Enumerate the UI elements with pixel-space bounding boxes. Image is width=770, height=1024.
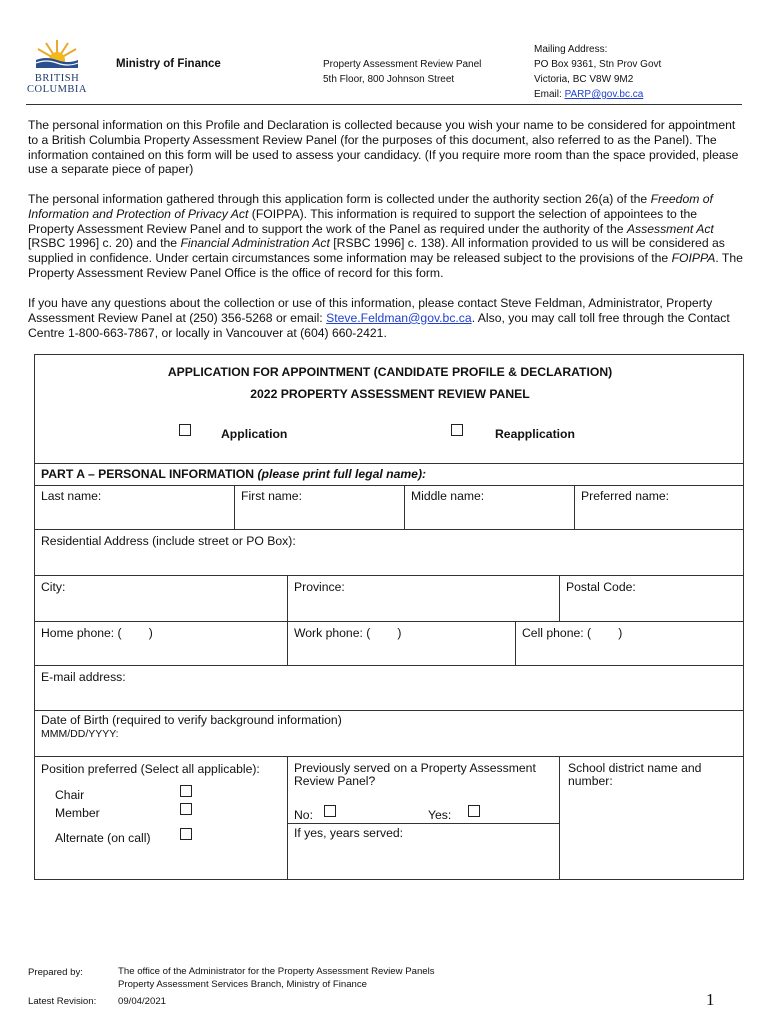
cell-phone-field[interactable] [516, 622, 743, 666]
foippa-abbr: FOIPPA [671, 251, 716, 266]
financial-act-title: Financial Administration Act [180, 236, 330, 251]
mailing-address [534, 42, 661, 102]
email-line [534, 87, 661, 102]
residential-label: Residential Address (include street or PO Box): [41, 534, 296, 548]
province-label: Province: [294, 580, 345, 594]
city-field[interactable] [35, 576, 288, 622]
previously-label: Previously served on a Property Assessment Review Panel? [294, 761, 536, 788]
form-title: APPLICATION FOR APPOINTMENT (CANDIDATE PROFILE & DECLARATION) [167, 365, 613, 379]
mailing-line1: PO Box 9361, Stn Prov Govt [534, 59, 662, 70]
p2-text-i: . The Property Assessment Review Panel Office is the office of record for this form. [28, 251, 743, 280]
email-address-field[interactable] [35, 666, 743, 711]
panel-info [323, 57, 481, 87]
preferred-name-label: Preferred name: [581, 489, 670, 503]
member-label: Member [55, 806, 100, 820]
sun-logo-icon [26, 38, 88, 68]
last-name-label: Last name: [41, 489, 102, 503]
prepared-by-text [118, 965, 435, 991]
mailing-line2: Victoria, BC V8W 9M2 [534, 74, 634, 85]
logo-text-2: COLUMBIA [26, 84, 87, 95]
years-divider [288, 823, 559, 824]
application-checkbox[interactable] [179, 424, 191, 436]
ministry-name: Ministry of Finance [116, 58, 221, 70]
p3-text-a: If you have any questions about the collection or use of this information, please contact Steve Feldman, Administrator, Property Assessment Review Panel at (250) 356-5268 or email: [28, 296, 713, 325]
page-number: 1 [706, 990, 715, 1009]
preferred-name-field[interactable] [575, 486, 743, 530]
city-label: City: [41, 580, 66, 594]
years-served-label[interactable]: If yes, years served: [294, 826, 404, 840]
last-name-field[interactable] [35, 486, 235, 530]
part-a-title: PART A – PERSONAL INFORMATION [41, 467, 258, 481]
dob-label: Date of Birth (required to verify background information) [41, 713, 342, 727]
cell-phone-label: Cell phone: ( ) [522, 626, 623, 640]
feldman-email-link[interactable]: Steve.Feldman@gov.bc.ca [326, 310, 472, 325]
yes-label: Yes: [428, 808, 452, 822]
header-divider [26, 104, 742, 105]
reapplication-label: Reapplication [495, 427, 575, 441]
position-section [35, 757, 288, 879]
prepared-by-label: Prepared by: [28, 967, 83, 978]
middle-name-field[interactable] [405, 486, 575, 530]
date-of-birth-field[interactable] [35, 711, 743, 757]
first-name-field[interactable] [235, 486, 405, 530]
p2-text-a: The personal information gathered through this application form is collected under the authority section 26(a) of the [28, 192, 651, 206]
revision-date: 09/04/2021 [118, 996, 167, 1007]
reapplication-checkbox[interactable] [451, 424, 463, 436]
p3-text-b: . Also, you may call toll free through the Contact Centre 1-800-663-7867, or locally in Vancouver at (604) 660-2421. [28, 310, 730, 340]
foippa-act-title: Freedom of Information and Protection of Privacy Act [28, 192, 713, 221]
p2-text-c: (FOIPPA). This information is required to support the selection of appointees to the Property Assessment Review Panel and to support the work of the Panel as required under the authority of the [28, 206, 698, 236]
no-checkbox[interactable] [324, 805, 336, 817]
position-label: Position preferred (Select all applicable): [41, 762, 260, 776]
p2-text-e: [RSBC 1996] c. 20) and the [28, 236, 181, 251]
work-phone-label: Work phone: ( ) [294, 626, 402, 640]
member-checkbox[interactable] [180, 803, 192, 815]
email-address-label: E-mail address: [41, 670, 126, 684]
email-label: Email: [534, 89, 562, 100]
panel-address: 5th Floor, 800 Johnson Street [323, 74, 455, 85]
intro-paragraph-2 [28, 192, 746, 281]
p2-text-g: [RSBC 1996] c. 138). All information provided to us will be considered as supplied in confidence. Under certain circumstances some information may be released subject to the provisions of the [28, 236, 725, 266]
postal-code-field[interactable] [560, 576, 743, 622]
first-name-label: First name: [241, 489, 302, 503]
residential-address-field[interactable] [35, 530, 743, 576]
part-a-heading [41, 467, 426, 481]
work-phone-field[interactable] [288, 622, 516, 666]
home-phone-label: Home phone: ( ) [41, 626, 153, 640]
postal-label: Postal Code: [566, 580, 636, 594]
intro-paragraph-3 [28, 296, 746, 340]
alternate-label: Alternate (on call) [55, 831, 151, 845]
dob-format: MMM/DD/YYYY: [41, 728, 119, 740]
revision-label: Latest Revision: [28, 996, 97, 1007]
home-phone-field[interactable] [35, 622, 288, 666]
province-field[interactable] [288, 576, 560, 622]
assessment-act-title: Assessment Act [626, 221, 714, 236]
no-label: No: [294, 808, 313, 822]
intro-paragraph-1: The personal information on this Profile and Declaration is collected because you wish your name to be considered for appointment to a British Columbia Property Assessment Review Panel (for the purposes of this document, also referred to as the Panel). The information contained on this form will be used to assess your candidacy. (If you require more room than the space provided, please use a separate piece of paper) [28, 118, 739, 177]
prepared-line2: Property Assessment Services Branch, Ministry of Finance [118, 979, 367, 990]
prepared-line1: The office of the Administrator for the Property Assessment Review Panels [118, 966, 435, 977]
panel-name: Property Assessment Review Panel [323, 59, 482, 70]
school-district-section[interactable] [560, 757, 743, 879]
application-label: Application [221, 427, 288, 441]
mailing-label: Mailing Address: [534, 44, 608, 55]
bc-logo [26, 38, 88, 96]
school-district-label: School district name and number: [568, 761, 702, 788]
part-a-note: (please print full legal name): [257, 467, 427, 481]
middle-name-label: Middle name: [411, 489, 485, 503]
yes-checkbox[interactable] [468, 805, 480, 817]
parp-email-link[interactable]: PARP@gov.bc.ca [564, 89, 644, 100]
logo-text-1: BRITISH [34, 73, 80, 84]
part-a-divider [35, 463, 743, 464]
application-form [34, 354, 744, 880]
chair-checkbox[interactable] [180, 785, 192, 797]
chair-label: Chair [55, 788, 85, 802]
form-subtitle: 2022 PROPERTY ASSESSMENT REVIEW PANEL [250, 387, 530, 401]
alternate-checkbox[interactable] [180, 828, 192, 840]
previously-served-section [288, 757, 560, 879]
